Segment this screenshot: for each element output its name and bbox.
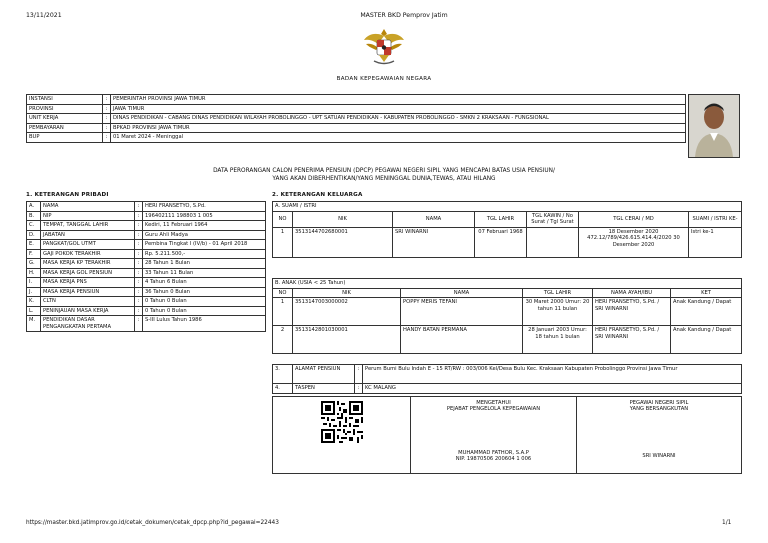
anak-cell-nama: POPPY MERIS TEFANI: [401, 298, 523, 326]
colon-separator: :: [135, 287, 143, 297]
anak-cell-nik: 3513147003000002: [293, 298, 401, 326]
anak-cell-no: 1: [273, 298, 293, 326]
pribadi-value: 0 Tahun 0 Bulan: [143, 306, 266, 316]
pribadi-value: Guru Ahli Madya: [143, 230, 266, 240]
pribadi-row: [27, 259, 266, 269]
anak-table: [272, 278, 742, 354]
anak-column-header: NIK: [293, 288, 401, 298]
employee-photo: [688, 94, 740, 158]
colon-separator: :: [103, 114, 111, 124]
site-title: MASTER BKD Pemprov Jatim: [360, 12, 448, 19]
garuda-seal-icon: [362, 26, 406, 70]
anak-cell-nama: HANDY BATAN PERMANA: [401, 326, 523, 354]
anak-cell-ortu: HERI FRANSETYO, S.Pd. / SRI WINARNI: [593, 298, 671, 326]
pribadi-label: MASA KERJA PENSIUN: [41, 287, 135, 297]
sign-left-nip: NIP. 19870506 200604 1 006: [455, 456, 532, 462]
colon-separator: :: [135, 259, 143, 269]
pribadi-key: A.: [27, 202, 41, 212]
taspen-label: TASPEN: [293, 384, 355, 394]
colon-separator: :: [135, 221, 143, 231]
pribadi-row: [27, 268, 266, 278]
info-row: [27, 114, 686, 124]
taspen-value: KC MALANG: [363, 384, 742, 394]
pribadi-value: 33 Tahun 11 Bulan: [143, 268, 266, 278]
colon-separator: :: [103, 123, 111, 133]
pribadi-value: S-III Lulus Tahun 1986: [143, 316, 266, 332]
pribadi-row: [27, 230, 266, 240]
colon-separator: :: [135, 278, 143, 288]
pribadi-value: Rp. 5.211.500,-: [143, 249, 266, 259]
pribadi-row: [27, 240, 266, 250]
colon-separator: :: [135, 316, 143, 332]
anak-cell-nik: 3513142801030001: [293, 326, 401, 354]
pribadi-key: H.: [27, 268, 41, 278]
pribadi-label: CLTN: [41, 297, 135, 307]
pribadi-label: MASA KERJA GOL PENSIUN: [41, 268, 135, 278]
suami-cell-tgl-lahir: 07 Februari 1968: [475, 227, 527, 257]
pribadi-row: [27, 211, 266, 221]
pribadi-label: PENDIDIKAN DASAR PENGANGKATAN PERTAMA: [41, 316, 135, 332]
sign-left-heading-1: MENGETAHUI: [476, 400, 511, 406]
colon-separator: :: [103, 104, 111, 114]
suami-cell-nama: SRI WINARNI: [393, 227, 475, 257]
pribadi-value: HERI FRANSETYO, S.Pd.: [143, 202, 266, 212]
pribadi-label: MASA KERJA KP TERAKHIR: [41, 259, 135, 269]
sign-right-name: SRI WINARNI: [642, 453, 676, 459]
anak-cell-ket: Anak Kandung / Dapat: [671, 298, 742, 326]
pribadi-key: L.: [27, 306, 41, 316]
alamat-table: 3. ALAMAT PENSIUN : Perum Bumi Bulu Indah E - 15 RT/RW : 003/006 Kel/Desa Bulu Kec. Kraksaan Kabupaten Probolinggo Provinsi Jawa Timur 4. TASPEN : KC MALANG: [272, 364, 742, 394]
anak-column-header: TGL LAHIR: [523, 288, 593, 298]
suami-table: [272, 201, 742, 258]
pribadi-row: [27, 278, 266, 288]
suami-cell-no: 1: [273, 227, 293, 257]
pribadi-label: PENINJAUAN MASA KERJA: [41, 306, 135, 316]
pribadi-value: 28 Tahun 1 Bulan: [143, 259, 266, 269]
pribadi-row: [27, 287, 266, 297]
anak-row: [273, 326, 742, 354]
info-label: INSTANSI: [27, 95, 103, 105]
pribadi-value: 196402111 198803 1 005: [143, 211, 266, 221]
suami-column-header: NIK: [293, 211, 393, 227]
pribadi-label: GAJI POKOK TERAKHIR: [41, 249, 135, 259]
info-label: UNIT KERJA: [27, 114, 103, 124]
pribadi-key: K.: [27, 297, 41, 307]
anak-column-header: NAMA AYAH/IBU: [593, 288, 671, 298]
info-value: 01 Maret 2024 - Meninggal: [111, 133, 686, 143]
suami-title: A. SUAMI / ISTRI: [273, 202, 742, 212]
footer-url: https://master.bkd.jatimprov.go.id/cetak_dokumen/cetak_dpcp.php?id_pegawai=22443: [26, 520, 279, 526]
info-table: [26, 94, 686, 143]
qr-code-icon: [321, 401, 363, 445]
suami-column-header: SUAMI / ISTRI KE-: [689, 211, 742, 227]
anak-column-header: KET: [671, 288, 742, 298]
page-number: 1/1: [722, 520, 732, 526]
info-row: [27, 123, 686, 133]
info-value: BPKAD PROVINSI JAWA TIMUR: [111, 123, 686, 133]
colon-separator: :: [135, 249, 143, 259]
sign-right-heading-2: YANG BERSANGKUTAN: [629, 406, 689, 412]
colon-separator: :: [135, 268, 143, 278]
document-title-line-1: DATA PERORANGAN CALON PENERIMA PENSIUN (DPCP) PEGAWAI NEGERI SIPIL YANG MENCAPAI BATAS USIA PENSIUN/: [213, 168, 555, 174]
pribadi-row: [27, 202, 266, 212]
anak-row: [273, 298, 742, 326]
suami-column-header: TGL KAWIN / No Surat / Tgl Surat: [527, 211, 579, 227]
pribadi-key: J.: [27, 287, 41, 297]
signature-block: [272, 396, 742, 474]
colon-separator: :: [135, 306, 143, 316]
pribadi-row: [27, 316, 266, 332]
signature-right: [577, 397, 741, 473]
pribadi-key: B.: [27, 211, 41, 221]
pribadi-key: D.: [27, 230, 41, 240]
agency-name: BADAN KEPEGAWAIAN NEGARA: [336, 76, 432, 82]
info-row: [27, 133, 686, 143]
info-label: PEMBAYARAN: [27, 123, 103, 133]
suami-column-header: TGL CERAI / MD: [579, 211, 689, 227]
pribadi-table: [26, 201, 266, 332]
pribadi-row: [27, 306, 266, 316]
colon-separator: :: [135, 211, 143, 221]
colon-separator: :: [135, 297, 143, 307]
info-value: PEMERINTAH PROVINSI JAWA TIMUR: [111, 95, 686, 105]
section-keluarga-title: 2. KETERANGAN KELUARGA: [272, 192, 363, 198]
suami-column-header: TGL LAHIR: [475, 211, 527, 227]
info-value: DINAS PENDIDIKAN - CABANG DINAS PENDIDIKAN WILAYAH PROBOLINGGO - UPT SATUAN PENDIDIKAN - KABUPATEN PROBOLINGGO - SMKN 2 KRAKSAAN - FUNGSIONAL: [111, 114, 686, 124]
pribadi-value: Kediri, 11 Februari 1964: [143, 221, 266, 231]
info-value: JAWA TIMUR: [111, 104, 686, 114]
pribadi-row: [27, 297, 266, 307]
alamat-value: Perum Bumi Bulu Indah E - 15 RT/RW : 003/006 Kel/Desa Bulu Kec. Kraksaan Kabupaten Probolinggo Provinsi Jawa Timur: [363, 365, 742, 384]
pribadi-value: 4 Tahun 6 Bulan: [143, 278, 266, 288]
info-label: BUP: [27, 133, 103, 143]
colon-separator: :: [135, 240, 143, 250]
pribadi-value: 0 Tahun 0 Bulan: [143, 297, 266, 307]
pribadi-label: JABATAN: [41, 230, 135, 240]
alamat-no: 3.: [273, 365, 293, 384]
pribadi-row: [27, 221, 266, 231]
info-row: [27, 95, 686, 105]
suami-cell-ke: Istri ke-1: [689, 227, 742, 257]
pribadi-key: I.: [27, 278, 41, 288]
pribadi-value: Pembina Tingkat I (IV/b) - 01 April 2018: [143, 240, 266, 250]
sign-right-heading-1: PEGAWAI NEGERI SIPIL: [629, 400, 689, 406]
colon-separator: :: [103, 133, 111, 143]
pribadi-label: NIP: [41, 211, 135, 221]
colon-separator: :: [103, 95, 111, 105]
document-title-line-2: YANG AKAN DIBERHENTIKAN/YANG MENINGGAL DUNIA,TEWAS, ATAU HILANG: [272, 175, 496, 182]
signature-left: [411, 397, 577, 473]
anak-cell-ortu: HERI FRANSETYO, S.Pd. / SRI WINARNI: [593, 326, 671, 354]
document-title: [26, 168, 742, 184]
pribadi-value: 36 Tahun 0 Bulan: [143, 287, 266, 297]
suami-column-header: NO: [273, 211, 293, 227]
pribadi-label: TEMPAT, TANGGAL LAHIR: [41, 221, 135, 231]
colon-separator: :: [135, 230, 143, 240]
alamat-label: ALAMAT PENSIUN: [293, 365, 355, 384]
suami-cell-tgl-cerai: 18 Desember 2020 472.12/789/426.615.414.4/2020 30 Desember 2020: [579, 227, 689, 257]
pribadi-key: F.: [27, 249, 41, 259]
colon-separator: :: [135, 202, 143, 212]
pribadi-key: E.: [27, 240, 41, 250]
suami-cell-nik: 3513144702680001: [293, 227, 393, 257]
pribadi-label: MASA KERJA PNS: [41, 278, 135, 288]
print-date: 13/11/2021: [26, 12, 62, 19]
pribadi-key: C.: [27, 221, 41, 231]
sign-left-heading-2: PEJABAT PENGELOLA KEPEGAWAIAN: [446, 406, 541, 412]
suami-row: [273, 227, 742, 257]
qr-cell: [273, 397, 411, 473]
anak-cell-ket: Anak Kandung / Dapat: [671, 326, 742, 354]
section-pribadi-title: 1. KETERANGAN PRIBADI: [26, 192, 109, 198]
anak-column-header: NO: [273, 288, 293, 298]
sign-left-name: MUHAMMAD FATHOR, S.A.P: [458, 450, 529, 456]
pribadi-label: PANGKAT/GOL UTMT: [41, 240, 135, 250]
suami-column-header: NAMA: [393, 211, 475, 227]
anak-title: B. ANAK (USIA < 25 Tahun): [273, 279, 742, 289]
pribadi-label: NAMA: [41, 202, 135, 212]
pribadi-key: M.: [27, 316, 41, 332]
anak-cell-tgl: 28 Januari 2003 Umur: 18 tahun 1 bulan: [523, 326, 593, 354]
anak-column-header: NAMA: [401, 288, 523, 298]
anak-cell-no: 2: [273, 326, 293, 354]
anak-cell-tgl: 30 Maret 2000 Umur: 20 tahun 11 bulan: [523, 298, 593, 326]
info-row: [27, 104, 686, 114]
pribadi-key: G.: [27, 259, 41, 269]
suami-cell-tgl-kawin: [527, 227, 579, 257]
pribadi-row: [27, 249, 266, 259]
info-label: PROVINSI: [27, 104, 103, 114]
taspen-no: 4.: [273, 384, 293, 394]
